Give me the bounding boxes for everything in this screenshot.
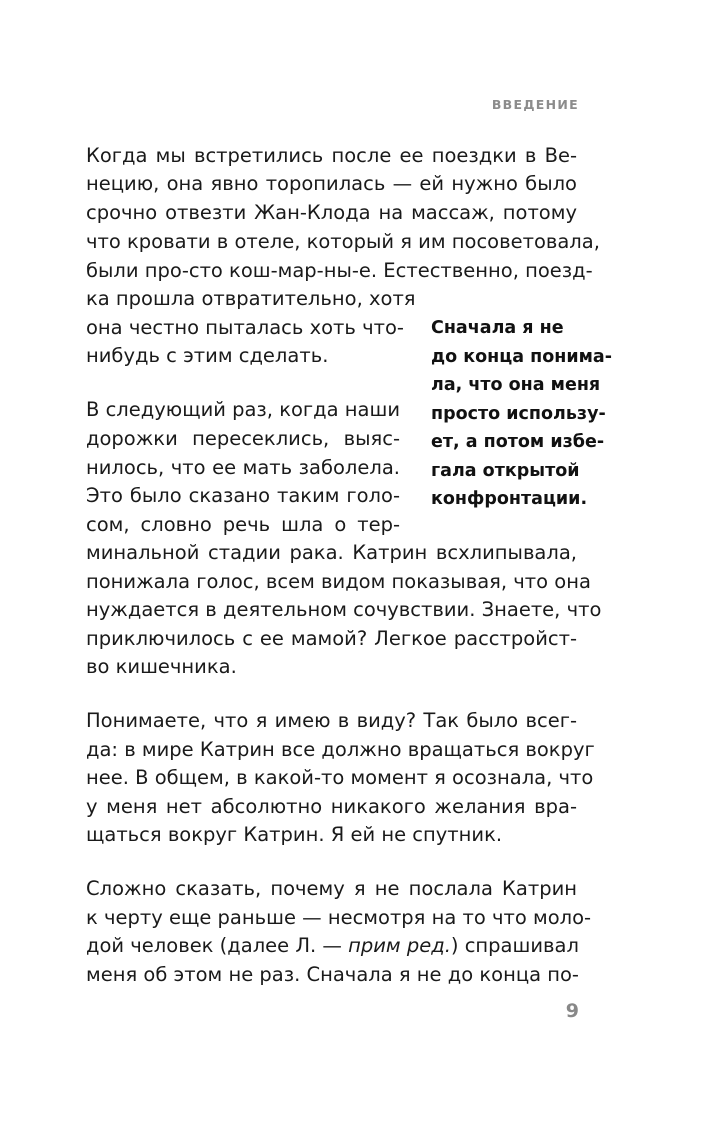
pull-quote-line: просто использу- [431, 404, 606, 424]
body-line: понижала голос, всем видом показывая, что она [86, 570, 591, 593]
body-line: щаться вокруг Катрин. Я ей не спутник. [86, 823, 503, 846]
pull-quote-line: до конца понима- [431, 347, 612, 367]
body-line: нилось, что ее мать заболела. [86, 456, 400, 479]
body-line: к черту еще раньше — несмотря на то что моло- [86, 906, 592, 929]
body-line: были про-сто кош-мар-ны-е. Естественно, поезд- [86, 259, 593, 282]
body-line [86, 932, 577, 960]
body-line: сом, словно речь шла о тер- [86, 513, 400, 536]
body-line: нецию, она явно торопилась — ей нужно было [86, 172, 577, 195]
body-line: она честно пыталась хоть что- [86, 316, 404, 339]
editor-note: прим ред. [348, 934, 451, 957]
body-line: минальной стадии рака. Катрин всхлипывала, [86, 541, 577, 564]
body-line: во кишечника. [86, 655, 237, 678]
body-line: ка прошла отвратительно, хотя [86, 287, 416, 310]
page-number: 9 [565, 1000, 579, 1022]
body-line: нибудь с этим сделать. [86, 344, 329, 367]
body-line: Понимаете, что я имею в виду? Так было всег- [86, 709, 577, 732]
running-header: ВВЕДЕНИЕ [491, 97, 579, 112]
body-line: меня об этом не раз. Сначала я не до конца по- [86, 963, 579, 986]
body-line: Сложно сказать, почему я не послала Катрин [86, 877, 577, 900]
pull-quote-line: гала открытой [431, 461, 580, 481]
body-line: Это было сказано таким голо- [86, 484, 400, 507]
body-line: нее. В общем, в какой-то момент я осознала, что [86, 766, 594, 789]
pull-quote-line: конфронтации. [431, 489, 588, 509]
pull-quote-line: ла, что она меня [431, 375, 601, 395]
body-line: Когда мы встретились после ее поездки в Ве- [86, 144, 577, 167]
body-line: В следующий раз, когда наши [86, 398, 400, 421]
body-line: нуждается в деятельном сочувствии. Знаете, что [86, 598, 602, 621]
body-text: дой человек (далее Л. — [86, 934, 349, 957]
pull-quote-line: Сначала я не [431, 318, 564, 338]
body-line: что кровати в отеле, который я им посоветовала, [86, 230, 600, 253]
body-line: приключилось с ее мамой? Легкое расстройст- [86, 627, 577, 650]
body-text: ) спрашивал [450, 934, 579, 957]
body-line: дорожки пересеклись, выяс- [86, 427, 400, 450]
pull-quote-line: ет, а потом избе- [431, 432, 605, 452]
body-line: у меня нет абсолютно никакого желания вра- [86, 795, 577, 818]
body-line: да: в мире Катрин все должно вращаться вокруг [86, 738, 595, 761]
body-line: срочно отвезти Жан-Клода на массаж, потому [86, 201, 577, 224]
